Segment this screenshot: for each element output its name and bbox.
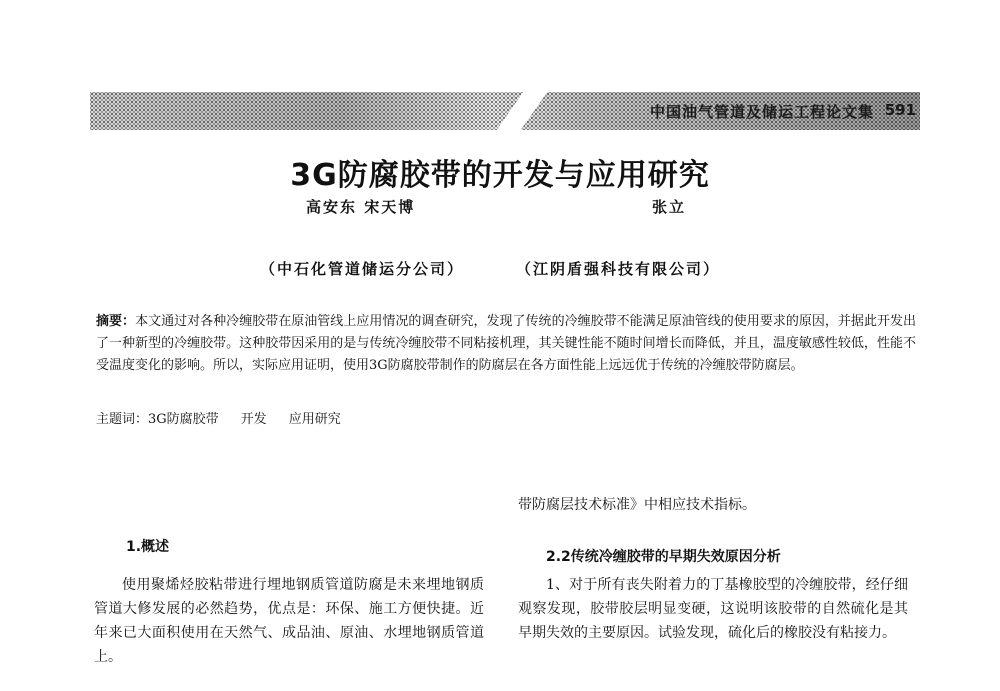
page-number: 591 xyxy=(884,101,916,119)
running-header xyxy=(90,92,920,130)
keyword: 应用研究 xyxy=(288,412,341,427)
keywords-label: 主题词： xyxy=(96,412,149,427)
section-heading-overview: 1.概述 xyxy=(126,539,170,555)
keywords xyxy=(96,409,916,431)
authors-left: 高安东 宋天博 xyxy=(306,198,416,216)
continued-text: 带防腐层技术标准》中相应技术指标。 xyxy=(518,497,756,513)
abstract xyxy=(96,311,916,377)
affiliation-left: （中石化管道储运分公司） xyxy=(260,260,465,278)
failure-paragraph: 1、对于所有丧失附着力的丁基橡胶型的冷缠胶带，经仔细观察发现，胶带胶层明显变硬，这说明该胶带的自然硫化是其早期失效的主要原因。试验发现，硫化后的橡胶没有粘接力。 xyxy=(518,577,908,641)
authors-right: 张立 xyxy=(652,198,687,216)
paper-title: 3G防腐胶带的开发与应用研究 xyxy=(290,158,710,193)
keyword: 开发 xyxy=(240,412,267,427)
header-decoration xyxy=(495,90,548,132)
section-heading-failure: 2.2传统冷缠胶带的早期失效原因分析 xyxy=(546,549,781,565)
overview-paragraph: 使用聚烯烃胶粘带进行埋地钢质管道防腐是未来埋地钢质管道大修发展的必然趋势，优点是：环保、施工方便快捷。近年来已大面积使用在天然气、成品油、原油、水埋地钢质管道上。 xyxy=(94,577,484,665)
abstract-label: 摘要： xyxy=(96,314,136,329)
abstract-text: 本文通过对各种冷缠胶带在原油管线上应用情况的调查研究，发现了传统的冷缠胶带不能满足原油管线的使用要求的原因，并据此开发出了一种新型的冷缠胶带。这种胶带因采用的是与传统冷缠胶带不同粘接机理，其关键性能不随时间增长而降低，并且，温度敏感性较低，性能不受温度变化的影响。所以，实际应用证明，使用3G防腐胶带制作的防腐层在各方面性能上远远优于传统的冷缠胶带防腐层。 xyxy=(96,314,916,373)
running-header-text: 中国油气管道及储运工程论文集 xyxy=(649,103,874,121)
keyword: 3G防腐胶带 xyxy=(148,412,219,427)
affiliation-right: （江阴盾强科技有限公司） xyxy=(516,260,721,278)
